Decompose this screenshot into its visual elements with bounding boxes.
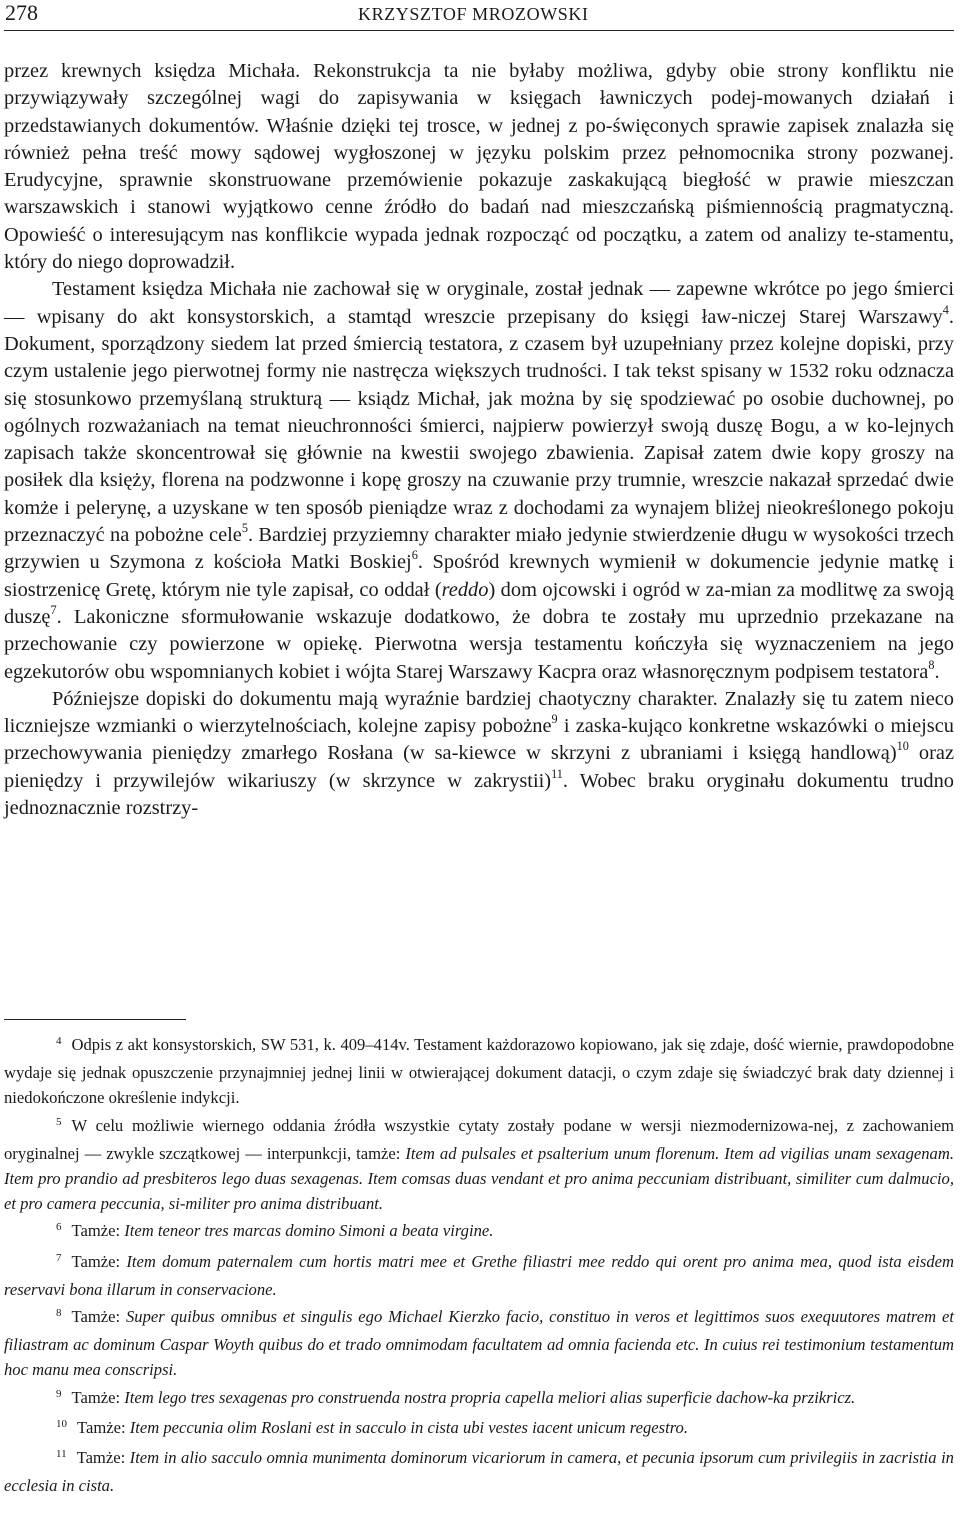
running-head: KRZYSZTOF MROZOWSKI <box>358 4 589 24</box>
footnote-ref-9[interactable]: 9 <box>551 712 558 727</box>
footnote-9: $^9$ Tamże: Item lego tres sexagenas pro construenda nostra propria capella meliori alias superficie dachow-ka przikricz. <box>56 1387 856 1407</box>
footnote-11: $^{11}$ Tamże: Item in alio sacculo omnia munimenta dominorum vicariorum in camera, et pecunia ipsorum cum privilegiis in zacristia in ecclesia in cista. <box>4 1448 954 1496</box>
paragraph-3: Późniejsze dopiski do dokumentu mają wyraźnie bardziej chaotyczny charakter. Znalazły się tu zatem nieco liczniejsze wzmianki o wierzytelnościach, kolejne zapisy pobożne$^9$ i zaska-kująco konkretne wskazówki o miejscu przechowywania pieniędzy zmarłego Rosłana (w sa-kiewce w skrzyni z ubraniami i księgą handlową)$^{10}$ oraz pieniędzy i przywilejów wikariuszy (w skrzynce w zakrystii)$^{11}$. Wobec braku oryginału dokumentu trudno jednoznacznie rozstrzy- <box>4 687 955 820</box>
footnote-5: $^5$ W celu możliwie wiernego oddania źródła wszystkie cytaty zostały podane w wersji niezmodernizowa-nej, z zachowaniem oryginalnej — zwykle szczątkowej — interpunkcji, tamże: Item ad pulsales et psalterium unum florenum. Item ad vigilias unam sexagenam. Item pro prandio ad presbiteros lego duas sexagenas. Item comsas duas vendant et pro anima peccuniam distribuant, similiter cum dalmucio, et pro camera peccunia, si-militer pro anima distribuant. <box>4 1115 954 1214</box>
footnote-number: 6 <box>56 1221 62 1234</box>
footnote-8: $^8$ Tamże: Super quibus omnibus et singulis ego Michael Kierzko facio, constituo in veros et legittimos suos exequutores matrem et filiastram ac dominum Caspar Woyth quibus do et trado omnimodam facultatem ad omnia facienda etc. In cuius rei testimonium testamentum hoc manu mea conscripsi. <box>4 1307 954 1380</box>
footnote-ref-8[interactable]: 8 <box>928 657 935 672</box>
footnote-number: 9 <box>56 1387 62 1400</box>
footnote-ref-11[interactable]: 11 <box>551 766 563 781</box>
main-text <box>4 58 954 822</box>
paragraph-1: przez krewnych księdza Michała. Rekonstrukcja ta nie byłaby możliwa, gdyby obie strony konfliktu nie przywiązywały szczególnej wagi do zapisywania w księgach ławniczych podej-mowanych działań i przedstawianych dokumentów. Właśnie dzięki tej trosce, w jednej z po-święconych sprawie zapisek znalazła się również pełna treść mowy sądowej wygłoszonej w języku polskim przez pełnomocnika strony pozwanej. Erudycyjne, sprawnie skonstruowane przemówienie pokazuje zaskakującą biegłość w prawie mieszczan warszawskich i stanowi wyjątkowo cenne źródło do badań nad mieszczańską piśmiennością pragmatyczną. Opowieść o interesującym nas konflikcie wypada jednak rozpocząć od początku, a zatem od analizy te-stamentu, który do niego doprowadził. <box>4 60 954 274</box>
footnote-number: 7 <box>56 1251 62 1264</box>
footnote-ref-4[interactable]: 4 <box>942 302 949 317</box>
italic-term-reddo: reddo <box>441 578 489 601</box>
footnote-number: 5 <box>56 1115 62 1128</box>
footnote-6: $^6$ Tamże: Item teneor tres marcas domino Simoni a beata virgine. <box>56 1221 494 1241</box>
footnote-10: $^{10}$ Tamże: Item peccunia olim Roslani est in sacculo in cista ubi vestes iacent unicum regestro. <box>56 1417 688 1437</box>
footnote-number: 11 <box>56 1448 67 1461</box>
page-header <box>4 0 954 31</box>
footnote-ref-10[interactable]: 10 <box>896 739 909 754</box>
footnote-ref-6[interactable]: 6 <box>411 548 418 563</box>
footnotes <box>4 1032 954 1498</box>
footnote-number: 4 <box>56 1035 62 1047</box>
page-number: 278 <box>5 0 38 25</box>
footnote-ref-5[interactable]: 5 <box>241 521 248 536</box>
footnote-number: 8 <box>56 1307 62 1320</box>
footnote-4: $^4$ Odpis z akt konsystorskich, SW 531, k. 409–414v. Testament każdorazowo kopiowano, jak się zdaje, dość wiernie, prawdopodobne wydaje się jednak opuszczenie przynajmniej jednej linii w otwierającej dokument datacji, o czym zdaje się świadczyć brak daty dziennej i niedokończone określenie indykcji. <box>4 1035 954 1108</box>
footnote-ref-7[interactable]: 7 <box>50 602 57 617</box>
footnote-7: $^7$ Tamże: Item domum paternalem cum hortis matri mee et Grethe filiastri mee reddo qui orent pro anima mea, quod ista eisdem reservavi bona illarum in conservacione. <box>4 1251 954 1299</box>
footnote-number: 10 <box>56 1417 67 1430</box>
footnote-separator <box>4 1019 186 1020</box>
paragraph-2: Testament księdza Michała nie zachował się w oryginale, został jednak — zapewne wkrótce po jego śmierci — wpisany do akt konsystorskich, a stamtąd wreszcie przepisany do księgi ław-niczej Starej Warszawy$^4$. Dokument, sporządzony siedem lat przed śmiercią testatora, z czasem był uzupełniany przez kolejne dopiski, przy czym ustalenie jego pierwotnej formy nie nastręcza większych trudności. I tak tekst spisany w 1532 roku odznacza się stosunkowo przemyślaną strukturą — ksiądz Michał, jak można by się spodziewać po osobie duchownej, po ogólnych rozważaniach na temat nieuchronności śmierci, najpierw powierzył swoją duszę Bogu, a w ko-lejnych zapisach także skoncentrował się głównie na kwestii swojego zbawienia. Zapisał zatem dwie kopy groszy na posiłek dla księży, florena na podzwonne i kopę groszy na czuwanie przy trumnie, wreszcie nakazał sprzedać dwie komże i pelerynę, a uzyskane w ten sposób pieniądze wraz z dochodami za wynajem bliżej nieokreślonego pokoju przeznaczyć na pobożne cele$^5$. Bardziej przyziemny charakter miało jedynie stwierdzenie długu w wysokości trzech grzywien u Szymona z kościoła Matki Boskiej$^6$. Spośród krewnych wymienił w dokumencie jedynie matkę i siostrzenicę Gretę, którym nie tyle zapisał, co oddał (reddo) dom ojcowski i ogród w za-mian za modlitwę za swoją duszę$^7$. Lakoniczne sformułowanie wskazuje dodatkowo, że dobra te zostały mu uprzednio przekazane na przechowanie czy powierzone w opiekę. Pierwotna wersja testamentu kończyła się wyznaczeniem na jego egzekutorów obu wspomnianych kobiet i wójta Starej Warszawy Kacpra oraz własnoręcznym podpisem testatora$^8$. <box>4 278 955 683</box>
